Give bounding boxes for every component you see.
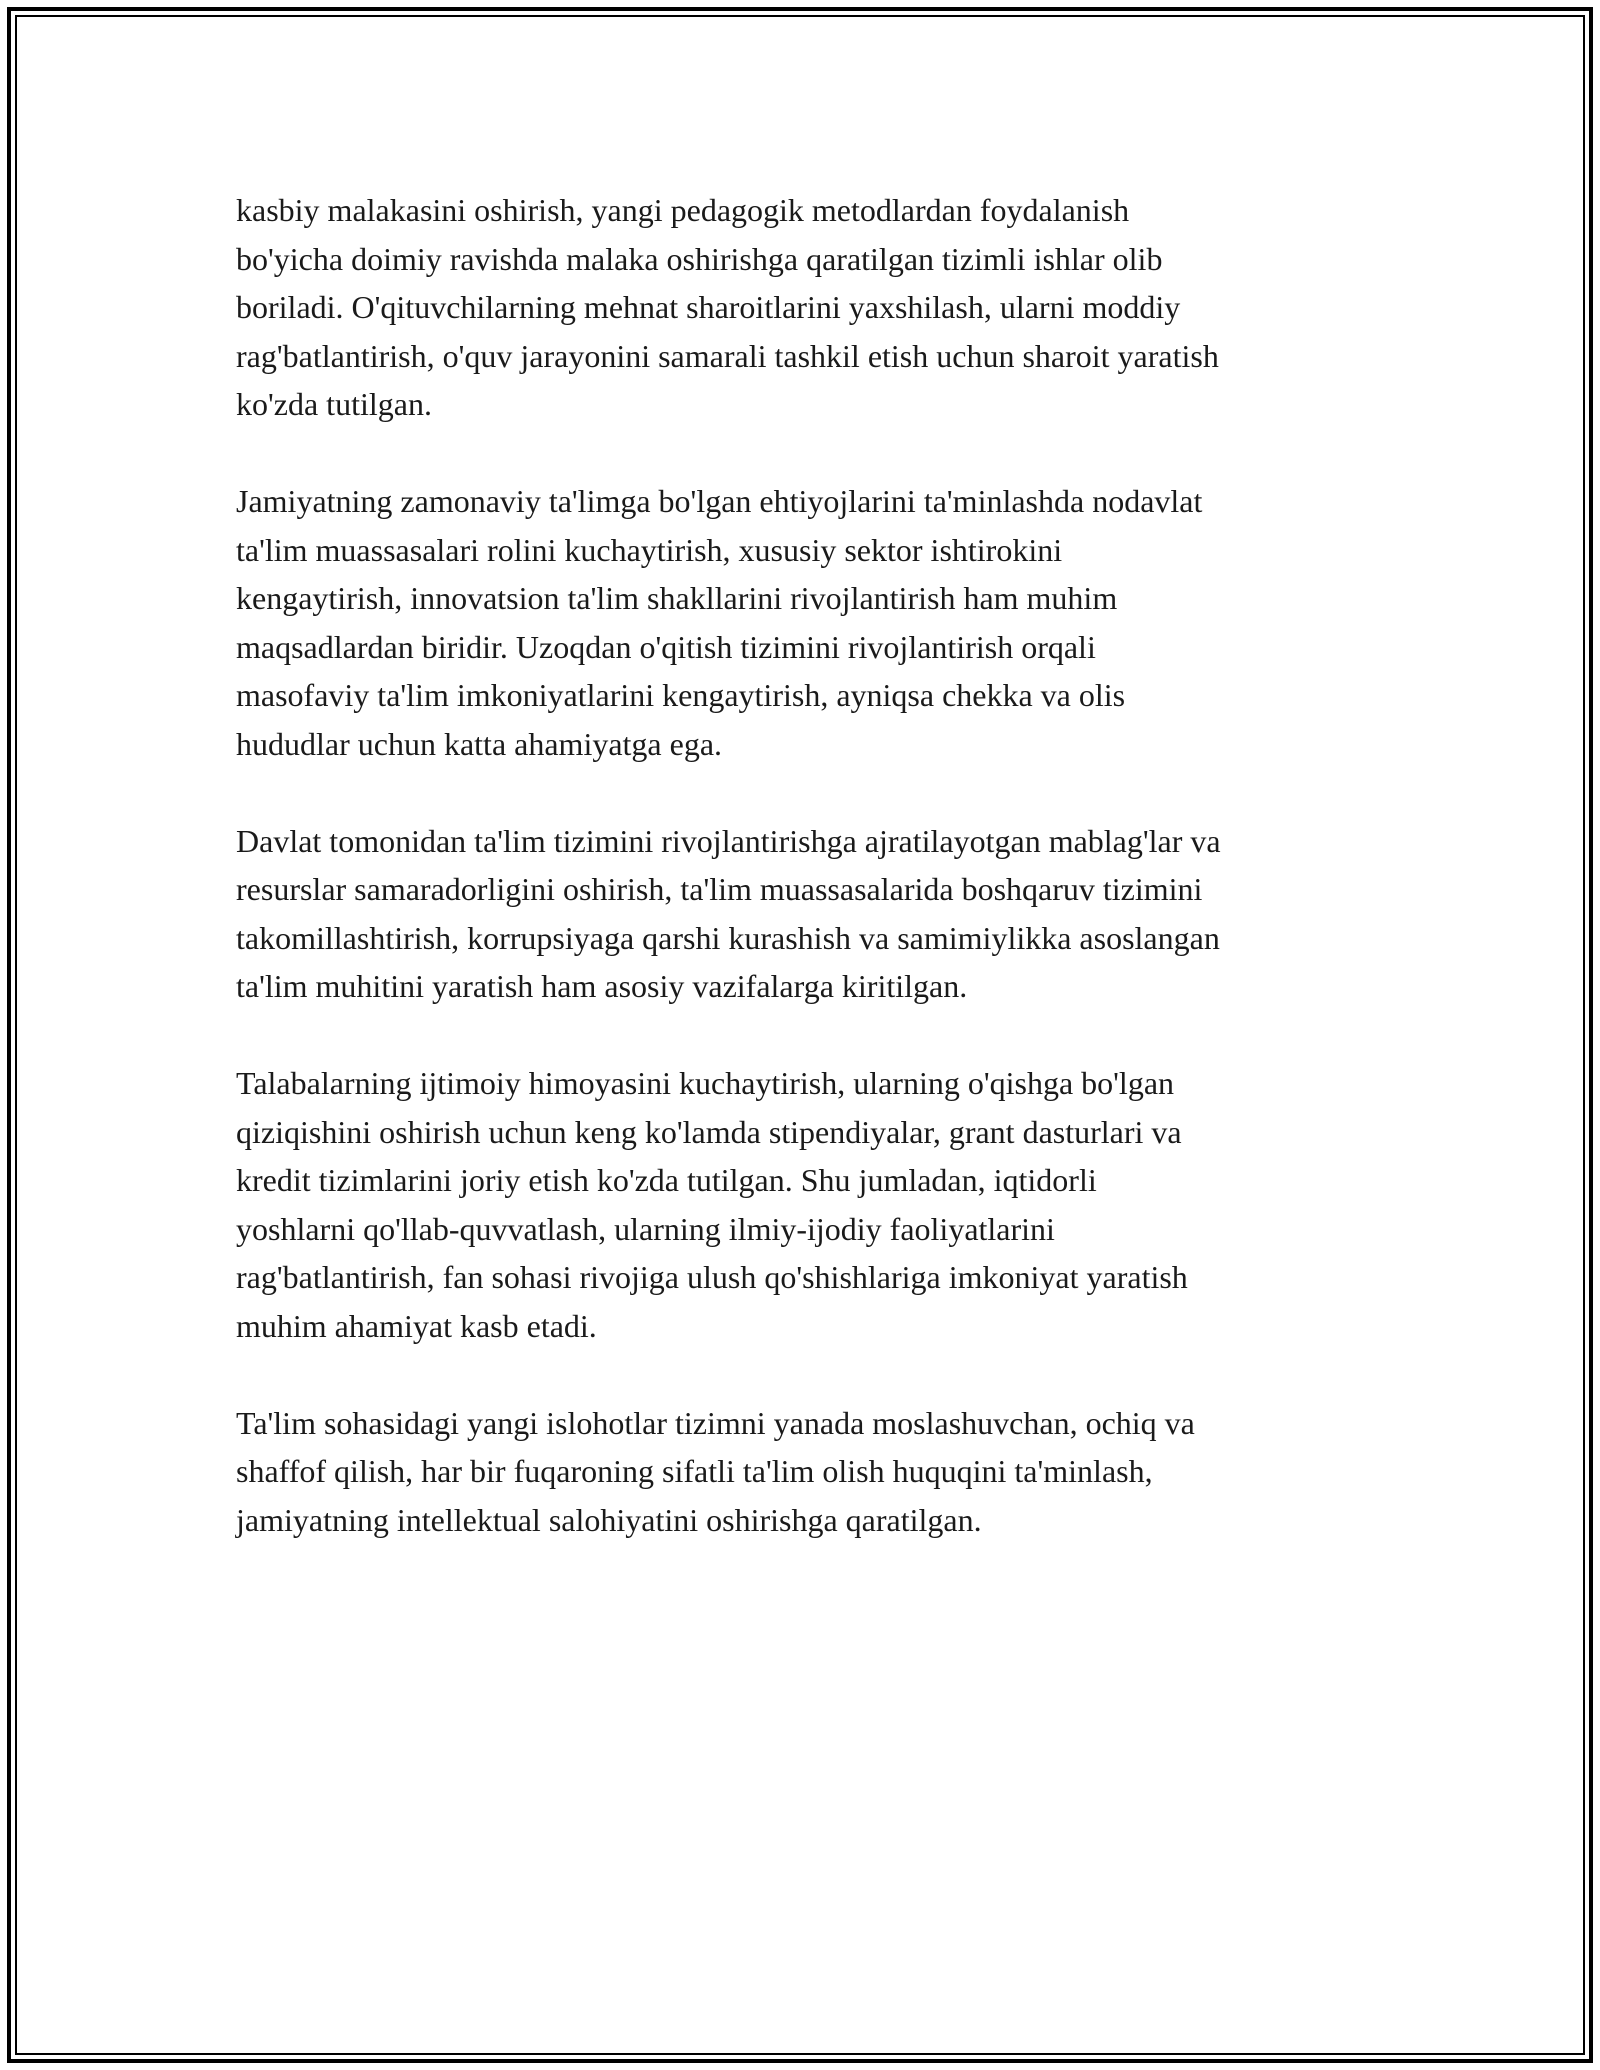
paragraph-state-resources: Davlat tomonidan ta'lim tizimini rivojlantirishga ajratilayotgan mablag'lar va resurslar samaradorligini oshirish, ta'lim muassasalarida boshqaruv tizimini takomillashtirish, korrupsiyaga qarshi kurashish va samimiylikka asoslangan ta'lim muhitini yaratish ham asosiy vazifalarga kiritilgan. bbox=[236, 822, 1221, 1004]
paragraph-education-reforms: Ta'lim sohasidagi yangi islohotlar tizimni yanada moslashuvchan, ochiq va shaffof qilish, har bir fuqaroning sifatli ta'lim olish huquqini ta'minlash, jamiyatning intellektual salohiyatini oshirishga qaratilgan. bbox=[236, 1404, 1195, 1538]
paragraph-student-protection: Talabalarning ijtimoiy himoyasini kuchaytirish, ularning o'qishga bo'lgan qiziqishini oshirish uchun keng ko'lamda stipendiyalar, grant dasturlari va kredit tizimlarini joriy etish ko'zda tutilgan. Shu jumladan, iqtidorli yoshlarni qo'llab-quvvatlash, ularning ilmiy-ijodiy faoliyatlarini rag'batlantirish, fan sohasi rivojiga ulush qo'shishlariga imkoniyat yaratish muhim ahamiyat kasb etadi. bbox=[236, 1065, 1188, 1344]
paragraph-teacher-qualification: kasbiy malakasini oshirish, yangi pedagogik metodlardan foydalanish bo'yicha doimiy ravishda malaka oshirishga qaratilgan tizimli ishlar olib boriladi. O'qituvchilarning mehnat sharoitlarini yaxshilash, ularni moddiy rag'batlantirish, o'quv jarayonini samarali tashkil etish uchun sharoit yaratish ko'zda tutilgan. bbox=[236, 192, 1219, 422]
document-body bbox=[236, 186, 1376, 1593]
paragraph-non-state-education: Jamiyatning zamonaviy ta'limga bo'lgan ehtiyojlarini ta'minlashda nodavlat ta'lim muassasalari rolini kuchaytirish, xususiy sektor ishtirokini kengaytirish, innovatsion ta'lim shakllarini rivojlantirish ham muhim maqsadlardan biridir. Uzoqdan o'qitish tizimini rivojlantirish orqali masofaviy ta'lim imkoniyatlarini kengaytirish, ayniqsa chekka va olis hududlar uchun katta ahamiyatga ega. bbox=[236, 483, 1203, 762]
